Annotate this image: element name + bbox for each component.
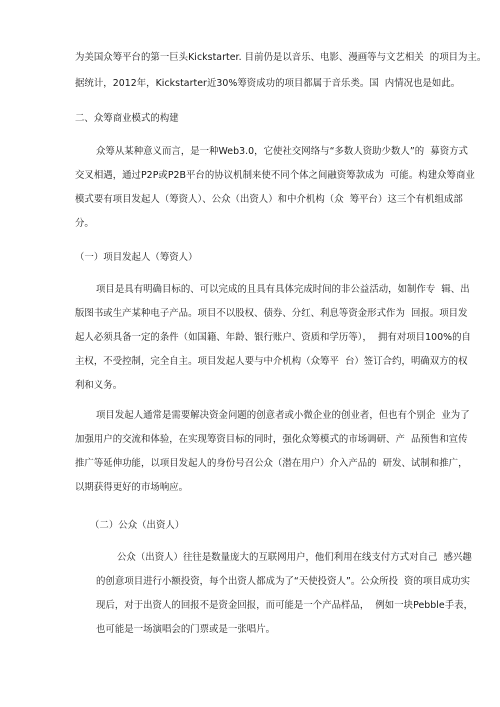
section-heading-text: 二、众筹商业模式的构建 — [75, 113, 179, 124]
subheading-text: （二）公众（出资人） — [90, 520, 185, 531]
text-line: 推广等延伸功能，以项目发起人的身份号召公众（潜在用户）介入产品的 研发、试制和推广， — [75, 458, 468, 469]
text-line: 主权，不受控制，完全自主。项目发起人要与中介机构（众筹平 台）签订合约，明确双方的权 — [75, 356, 468, 367]
text-line: 利和义务。 — [75, 380, 123, 391]
text-line: 的创意项目进行小额投资，每个出资人都成为了“天使投资人”。公众所投 资的项目成功实 — [96, 576, 471, 587]
subheading-text: （一）项目发起人（筹资人） — [75, 252, 198, 263]
text-line: 模式要有项目发起人（筹资人）、公众（出资人）和中介机构（众 筹平台）这三个有机组成部 — [75, 194, 463, 205]
text-line: 分。 — [75, 218, 94, 229]
text-line: 加强用户的交流和体验，在实现筹资目标的同时，强化众筹模式的市场调研、产 品预售和宣传 — [75, 434, 468, 445]
text-line: 也可能是一场演唱会的门票或是一张唱片。 — [96, 624, 276, 635]
text-line: 现后，对于出资人的回报不是资金回报，而可能是一个产品样品， 例如一块Pebble手表， — [96, 600, 474, 611]
text-line: 起人必须具备一定的条件（如国籍、年龄、银行账户、资质和学历等）， 拥有对项目100%的自 — [75, 332, 471, 343]
text-line: 据统计，2012年，Kickstarter近30%筹资成功的项目都属于音乐类。国 内情况也是如此。 — [75, 78, 461, 89]
text-line: 公众（出资人）往往是数量庞大的互联网用户，他们利用在线支付方式对自己 感兴趣 — [117, 552, 472, 563]
text-line: 以期获得更好的市场响应。 — [75, 482, 189, 493]
text-line: 交叉相遇，通过P2P或P2B平台的协议机制来使不同个体之间融资筹款成为 可能。构建众筹商业 — [75, 170, 475, 181]
text-line: 项目发起人通常是需要解决资金问题的创意者或小微企业的创业者，但也有个别企 业为了 — [96, 410, 470, 421]
text-line: 项目是具有明确目标的、可以完成的且具有具体完成时间的非公益活动，如制作专 辑、出 — [96, 284, 470, 295]
text-line: 为美国众筹平台的第一巨头Kickstarter. 目前仍是以音乐、电影、漫画等与文艺相关 的项目为主。 — [75, 52, 487, 63]
text-line: 版图书或生产某种电子产品。项目不以股权、债券、分红、利息等资金形式作为 回报。项目发 — [75, 308, 468, 319]
text-line: 众筹从某种意义而言，是一种Web3.0，它使社交网络与“多数人资助少数人”的 募资方式 — [96, 146, 468, 157]
